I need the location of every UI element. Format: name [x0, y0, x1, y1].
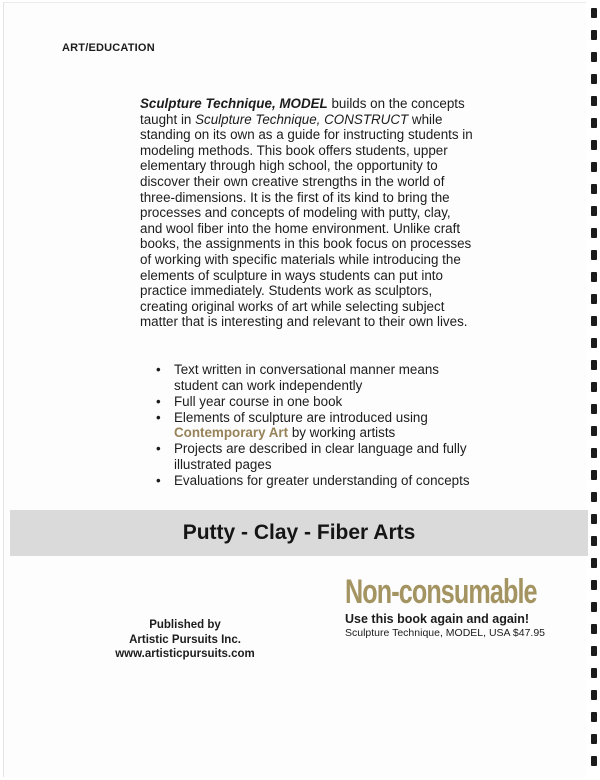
binding-hole [591, 206, 597, 216]
binding-hole [591, 360, 597, 370]
list-item [156, 394, 486, 410]
list-item-text: Projects are described in clear language and fully illustrated pages [174, 441, 467, 473]
feature-list [156, 362, 486, 489]
list-item-text: Elements of sculpture are introduced using [174, 409, 428, 425]
bullet-icon: • [156, 473, 161, 489]
binding-hole [591, 514, 597, 524]
contemporary-art-highlight: Contemporary Art [174, 425, 289, 441]
description-paragraph [140, 96, 476, 330]
bullet-icon: • [156, 409, 161, 425]
related-book-title: Sculpture Technique, CONSTRUCT [195, 111, 409, 127]
binding-hole [591, 580, 597, 590]
list-item-text: Evaluations for greater understanding of concepts [174, 473, 470, 489]
publisher-label: Published by [149, 619, 221, 631]
binding-hole [591, 30, 597, 40]
description-text-1: builds on the concepts taught in [140, 96, 465, 127]
binding-hole [591, 382, 597, 392]
non-consumable-subtitle: Use this book again and again! [345, 612, 530, 626]
binding-hole [591, 404, 597, 414]
publisher-website: www.artisticpursuits.com [115, 648, 255, 660]
subject-banner-text: Putty - Clay - Fiber Arts [182, 521, 416, 544]
list-item-text: Text written in conversational manner means student can work independently [174, 362, 439, 393]
binding-hole [591, 162, 597, 172]
binding-hole [591, 228, 597, 238]
binding-hole [591, 492, 597, 502]
list-item [156, 410, 486, 441]
list-item-text: Full year course in one book [174, 393, 343, 409]
binding-hole [591, 712, 597, 722]
non-consumable-title: Non-consumable [345, 573, 537, 611]
binding-hole [591, 690, 597, 700]
book-title: Sculpture Technique, MODEL [140, 96, 328, 111]
binding-hole [591, 52, 597, 62]
binding-hole [591, 426, 597, 436]
binding-hole [591, 646, 597, 656]
binding-hole [591, 118, 597, 128]
publisher-block [100, 618, 270, 662]
binding-hole [591, 96, 597, 106]
binding-hole [591, 558, 597, 568]
bullet-icon: • [156, 441, 161, 457]
binding-hole [591, 184, 597, 194]
binding-hole [591, 338, 597, 348]
binding-hole [591, 668, 597, 678]
publisher-name: Artistic Pursuits Inc. [129, 633, 241, 646]
description-text-2: while standing on its own as a guide for instructing students in modeling methods. This book offers students, upper elementary through high school, the opportunity to discover their own creative strengths in the world of three-dimensions. It is the first of its kind to bring the processes and concepts of modeling with putty, clay, and wool fiber into the home environment. Unlike craft books, the assignments in this book focus on processes of working with specific materials while introducing the elements of sculpture in ways students can put into practice immediately. Students work as sculptors, creating original works of art while selecting subject matter that is interesting and relevant to their own lives. [140, 111, 473, 330]
binding-hole [591, 8, 597, 18]
price-line: Sculpture Technique, MODEL, USA $47.95 [345, 627, 546, 639]
binding-hole [591, 448, 597, 458]
binding-hole [591, 316, 597, 326]
bullet-icon: • [156, 393, 161, 409]
list-item-text: by working artists [288, 425, 396, 441]
list-item [156, 362, 486, 393]
binding-hole [591, 294, 597, 304]
list-item [156, 441, 486, 472]
binding-hole [591, 624, 597, 634]
binding-hole [591, 470, 597, 480]
binding-hole [591, 250, 597, 260]
spiral-binding [586, 0, 600, 780]
binding-hole [591, 74, 597, 84]
binding-hole [591, 602, 597, 612]
binding-hole [591, 272, 597, 282]
subject-banner [10, 510, 588, 556]
binding-hole [591, 536, 597, 546]
category-label: ART/EDUCATION [62, 42, 155, 54]
binding-hole [591, 140, 597, 150]
binding-hole [591, 756, 597, 766]
binding-hole [591, 734, 597, 744]
bullet-icon: • [156, 362, 161, 377]
list-item [156, 473, 486, 489]
